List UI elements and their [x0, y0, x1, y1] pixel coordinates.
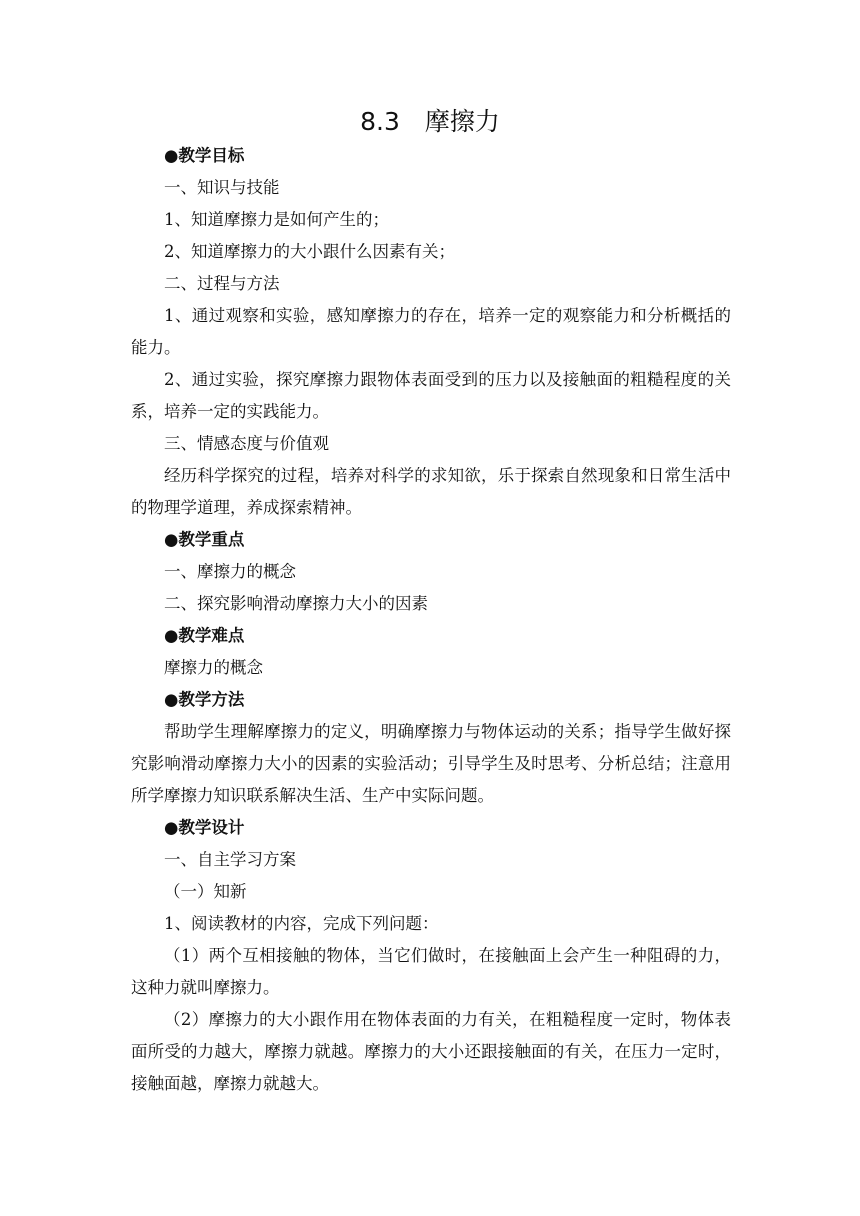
paragraph: 一、摩擦力的概念 [164, 562, 296, 581]
subheading-process: 二、过程与方法 [164, 274, 280, 293]
question-2: （2）摩擦力的大小跟作用在物体表面的力有关，在粗糙程度一定时，物体表面所受的力越大，摩擦力就越。摩擦力的大小还跟接触面的有关，在压力一定时，接触面越，摩擦力就越大。 [131, 1010, 731, 1093]
paragraph: 二、探究影响滑动摩擦力大小的因素 [164, 594, 428, 613]
paragraph: 帮助学生理解摩擦力的定义，明确摩擦力与物体运动的关系；指导学生做好探究影响滑动摩擦力大小的因素的实验活动；引导学生及时思考、分析总结；注意用所学摩擦力知识联系解决生活、生产中实际问题。 [131, 722, 731, 805]
subheading-self-study: 一、自主学习方案 [164, 850, 296, 869]
paragraph: 摩擦力的概念 [164, 658, 263, 677]
paragraph: 1、知道摩擦力是如何产生的； [164, 210, 389, 229]
section-heading-design: ●教学设计 [164, 818, 245, 837]
paragraph: 2、知道摩擦力的大小跟什么因素有关； [164, 242, 455, 261]
question-1: （1）两个互相接触的物体，当它们做时，在接触面上会产生一种阻碍的力，这种力就叫摩擦力。 [131, 946, 731, 997]
subheading-knowledge: 一、知识与技能 [164, 178, 280, 197]
section-heading-key-points: ●教学重点 [164, 530, 245, 549]
paragraph: 1、阅读教材的内容，完成下列问题： [164, 914, 439, 933]
paragraph: 经历科学探究的过程，培养对科学的求知欲，乐于探索自然现象和日常生活中的物理学道理，养成探索精神。 [131, 466, 731, 517]
subheading-attitude: 三、情感态度与价值观 [164, 434, 329, 453]
section-heading-objectives: ●教学目标 [164, 146, 245, 165]
page-title: 8.3 摩擦力 [360, 107, 500, 136]
section-heading-difficulty: ●教学难点 [164, 626, 245, 645]
paragraph: 1、通过观察和实验，感知摩擦力的存在，培养一定的观察能力和分析概括的能力。 [131, 306, 731, 357]
document-body [131, 140, 731, 1100]
subheading-new-knowledge: （一）知新 [164, 882, 247, 901]
paragraph: 2、通过实验，探究摩擦力跟物体表面受到的压力以及接触面的粗糙程度的关系，培养一定的实践能力。 [131, 370, 731, 421]
section-heading-method: ●教学方法 [164, 690, 245, 709]
